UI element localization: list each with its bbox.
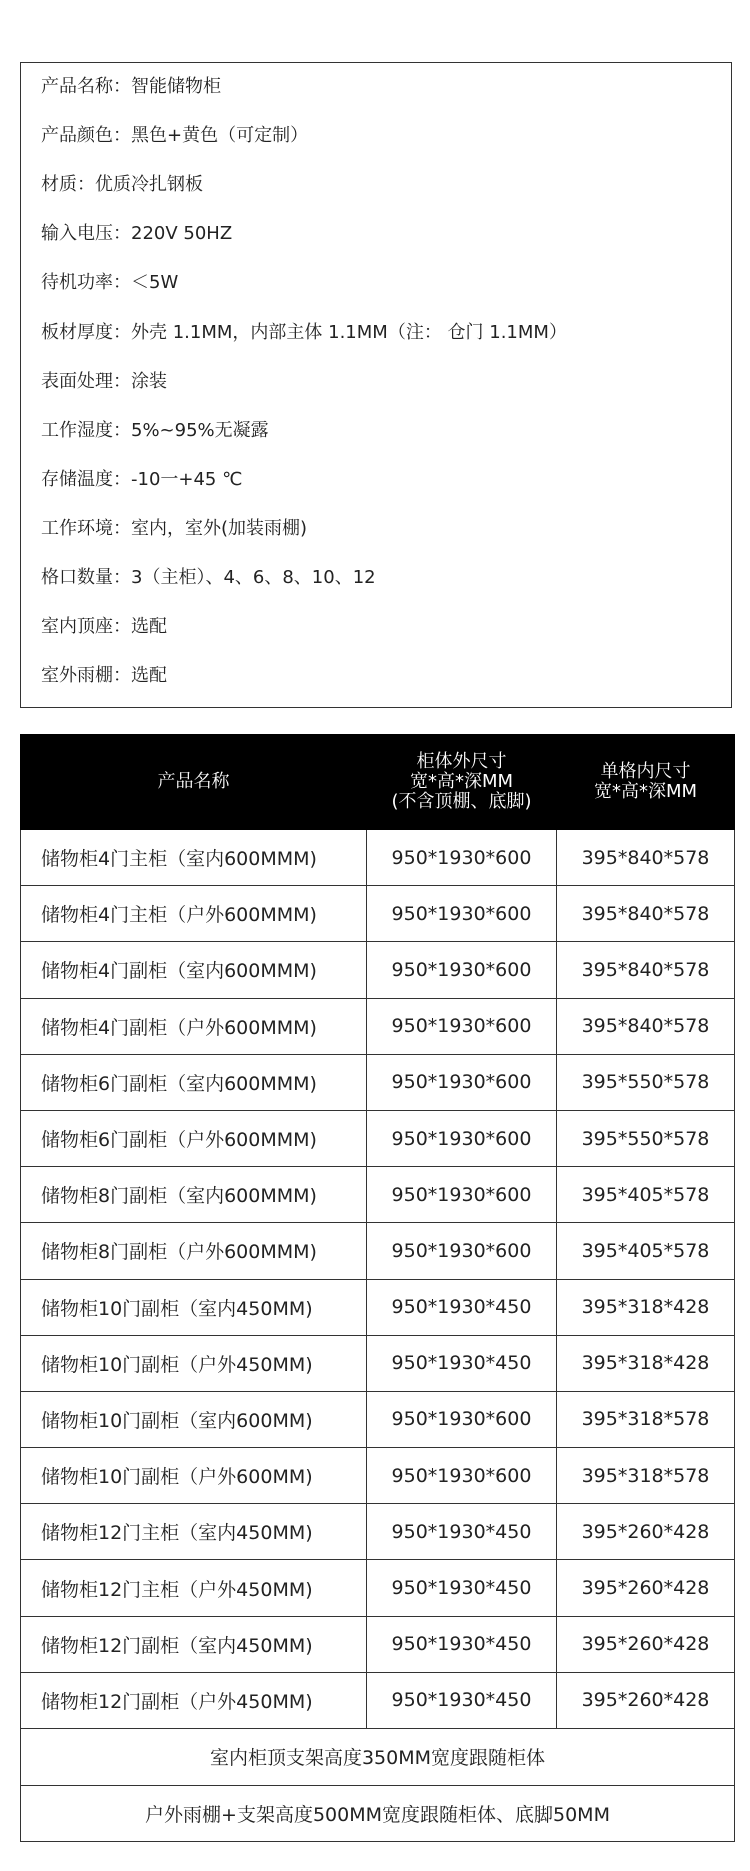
- spec-row: [41, 419, 269, 443]
- spec-label: 材质：: [41, 174, 95, 196]
- cell-outer-size: 950*1930*600: [367, 886, 557, 942]
- cell-product-name: 储物柜6门副柜（室内600MMM): [21, 1054, 367, 1110]
- spec-label: 存储温度：: [41, 468, 131, 490]
- spec-label: 工作湿度：: [41, 419, 131, 441]
- table-note: 户外雨棚+支架高度500MM宽度跟随柜体、底脚50MM: [21, 1785, 735, 1842]
- spec-value: 智能储物柜: [131, 76, 221, 97]
- spec-label: 待机功率：: [41, 272, 131, 294]
- spec-label: 板材厚度：: [41, 321, 131, 343]
- spec-row: [41, 664, 167, 688]
- cell-inner-size: 395*260*428: [557, 1504, 735, 1560]
- cell-product-name: 储物柜10门副柜（户外450MM): [21, 1335, 367, 1391]
- spec-row: [41, 271, 178, 295]
- spec-label: 输入电压：: [41, 223, 131, 245]
- cell-inner-size: 395*318*578: [557, 1391, 735, 1447]
- table-row: [21, 1279, 735, 1335]
- spec-value: 黑色+黄色（可定制）: [131, 125, 309, 147]
- spec-value: 220V 50HZ: [131, 223, 233, 245]
- spec-row: [41, 566, 376, 590]
- spec-label: 产品颜色：: [41, 125, 131, 147]
- cell-outer-size: 950*1930*600: [367, 1110, 557, 1166]
- spec-row: [41, 370, 167, 394]
- spec-value: 涂装: [131, 370, 167, 392]
- table-row: [21, 830, 735, 886]
- spec-row: [41, 321, 567, 345]
- cell-product-name: 储物柜4门副柜（户外600MMM): [21, 998, 367, 1054]
- cell-product-name: 储物柜12门主柜（户外450MM): [21, 1560, 367, 1616]
- table-header-row: [21, 735, 735, 830]
- cell-inner-size: 395*318*428: [557, 1335, 735, 1391]
- table-row: [21, 1672, 735, 1728]
- spec-row: [41, 615, 167, 639]
- cell-product-name: 储物柜12门副柜（户外450MM): [21, 1672, 367, 1728]
- cell-product-name: 储物柜8门副柜（户外600MMM): [21, 1223, 367, 1279]
- spec-box: [20, 62, 732, 708]
- cell-inner-size: 395*840*578: [557, 830, 735, 886]
- spec-value: ＜5W: [131, 272, 179, 294]
- table-row: [21, 1167, 735, 1223]
- spec-label: 表面处理：: [41, 370, 131, 392]
- table-row: [21, 1391, 735, 1447]
- header-outer-size: [367, 735, 557, 830]
- cell-outer-size: 950*1930*450: [367, 1335, 557, 1391]
- cell-product-name: 储物柜8门副柜（室内600MMM): [21, 1167, 367, 1223]
- table-row: [21, 942, 735, 998]
- table-row: [21, 1110, 735, 1166]
- table-row: [21, 1054, 735, 1110]
- cell-product-name: 储物柜10门副柜（室内450MM): [21, 1279, 367, 1335]
- table-row: [21, 1616, 735, 1672]
- spec-value: -10一+45 ℃: [131, 468, 243, 490]
- spec-label: 格口数量：: [41, 567, 131, 588]
- cell-product-name: 储物柜12门副柜（室内450MM): [21, 1616, 367, 1672]
- cell-product-name: 储物柜12门主柜（室内450MM): [21, 1504, 367, 1560]
- cell-inner-size: 395*260*428: [557, 1560, 735, 1616]
- cell-outer-size: 950*1930*600: [367, 1391, 557, 1447]
- spec-row: [41, 517, 307, 541]
- cell-outer-size: 950*1930*450: [367, 1504, 557, 1560]
- cell-outer-size: 950*1930*450: [367, 1560, 557, 1616]
- cell-inner-size: 395*405*578: [557, 1167, 735, 1223]
- table-note: 室内柜顶支架高度350MM宽度跟随柜体: [21, 1729, 735, 1786]
- cell-inner-size: 395*318*428: [557, 1279, 735, 1335]
- cell-outer-size: 950*1930*600: [367, 942, 557, 998]
- cell-outer-size: 950*1930*600: [367, 1448, 557, 1504]
- cell-inner-size: 395*840*578: [557, 942, 735, 998]
- table-note-row: [21, 1729, 735, 1786]
- table-row: [21, 998, 735, 1054]
- table-row: [21, 886, 735, 942]
- cell-product-name: 储物柜4门主柜（户外600MMM): [21, 886, 367, 942]
- cell-product-name: 储物柜4门副柜（室内600MMM): [21, 942, 367, 998]
- cell-outer-size: 950*1930*600: [367, 998, 557, 1054]
- table-row: [21, 1504, 735, 1560]
- cell-product-name: 储物柜6门副柜（户外600MMM): [21, 1110, 367, 1166]
- header-product-name: 产品名称: [21, 735, 367, 830]
- cell-inner-size: 395*260*428: [557, 1672, 735, 1728]
- cell-inner-size: 395*405*578: [557, 1223, 735, 1279]
- spec-value: 3（主柜）、4、6、8、10、12: [131, 567, 376, 588]
- spec-value: 选配: [131, 665, 167, 687]
- cell-outer-size: 950*1930*450: [367, 1616, 557, 1672]
- cell-outer-size: 950*1930*450: [367, 1279, 557, 1335]
- spec-value: 优质冷扎钢板: [95, 174, 203, 196]
- header-outer-line: (不含顶棚、底脚): [391, 791, 532, 812]
- cell-inner-size: 395*550*578: [557, 1054, 735, 1110]
- spec-row: [41, 468, 242, 492]
- spec-value: 室内，室外(加装雨棚): [131, 517, 308, 539]
- spec-value: 5%~95%无凝露: [131, 419, 269, 441]
- header-outer-line: 宽*高*深MM: [409, 771, 514, 792]
- cell-inner-size: 395*260*428: [557, 1616, 735, 1672]
- cell-inner-size: 395*550*578: [557, 1110, 735, 1166]
- size-table: [20, 734, 735, 1842]
- spec-label: 工作环境：: [41, 517, 131, 539]
- spec-label: 室内顶座：: [41, 616, 131, 638]
- table-row: [21, 1560, 735, 1616]
- cell-outer-size: 950*1930*450: [367, 1672, 557, 1728]
- cell-outer-size: 950*1930*600: [367, 1054, 557, 1110]
- cell-inner-size: 395*318*578: [557, 1448, 735, 1504]
- table-row: [21, 1223, 735, 1279]
- table-note-row: [21, 1785, 735, 1842]
- cell-product-name: 储物柜4门主柜（室内600MMM): [21, 830, 367, 886]
- cell-outer-size: 950*1930*600: [367, 1223, 557, 1279]
- spec-row: [41, 222, 232, 246]
- cell-product-name: 储物柜10门副柜（户外600MM): [21, 1448, 367, 1504]
- spec-row: [41, 75, 221, 99]
- cell-outer-size: 950*1930*600: [367, 1167, 557, 1223]
- spec-value: 选配: [131, 616, 167, 638]
- cell-outer-size: 950*1930*600: [367, 830, 557, 886]
- spec-row: [41, 124, 308, 148]
- spec-row: [41, 173, 203, 197]
- cell-inner-size: 395*840*578: [557, 998, 735, 1054]
- header-inner-line: 宽*高*深MM: [593, 781, 698, 802]
- header-outer-line: 柜体外尺寸: [416, 751, 507, 772]
- table-row: [21, 1448, 735, 1504]
- table-row: [21, 1335, 735, 1391]
- header-inner-line: 单格内尺寸: [600, 761, 691, 782]
- spec-value: 外壳 1.1MM，内部主体 1.1MM（注： 仓门 1.1MM）: [131, 321, 567, 343]
- header-inner-size: [557, 735, 735, 830]
- spec-label: 产品名称：: [41, 76, 131, 97]
- spec-label: 室外雨棚：: [41, 665, 131, 687]
- cell-inner-size: 395*840*578: [557, 886, 735, 942]
- cell-product-name: 储物柜10门副柜（室内600MM): [21, 1391, 367, 1447]
